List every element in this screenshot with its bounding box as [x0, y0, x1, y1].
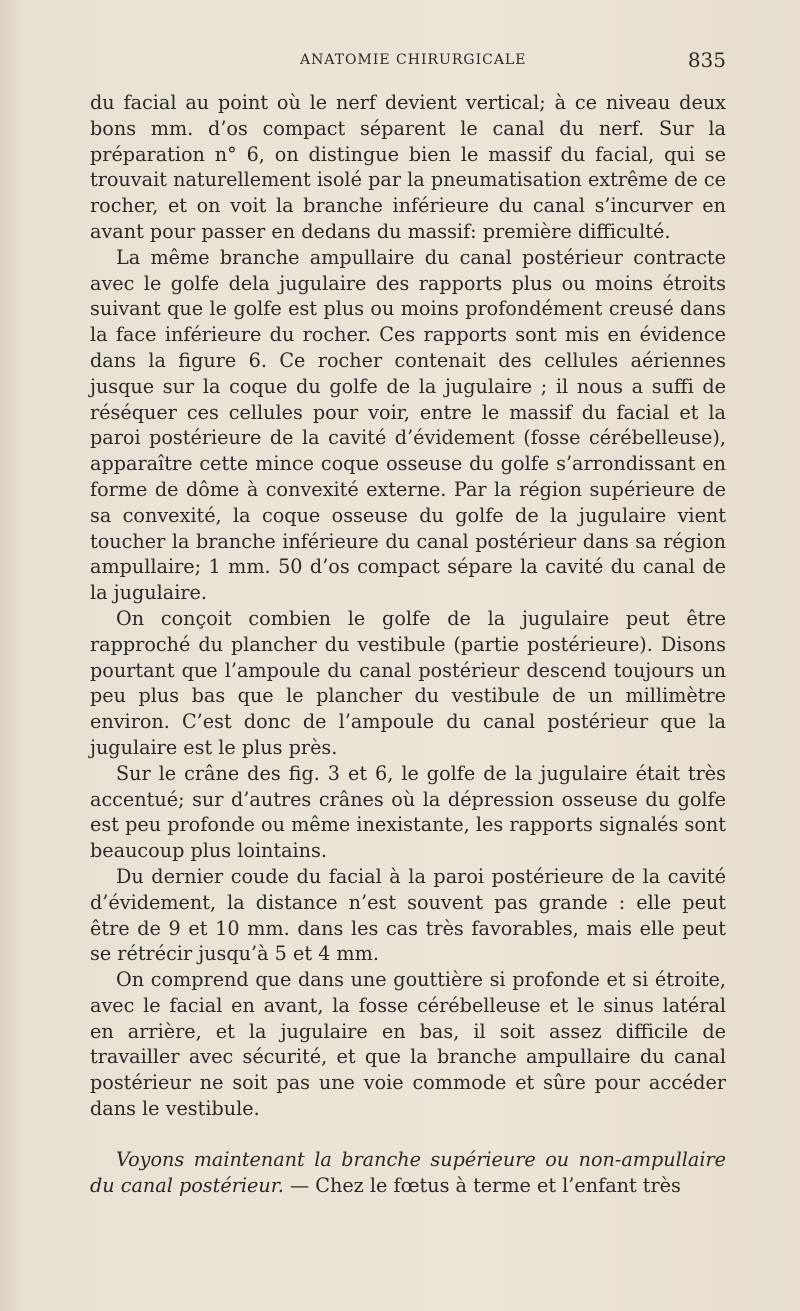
- paragraph: On conçoit combien le golfe de la jugulaire peut être rapproché du plancher du vestibule (partie postérieure). Disons pourtant que l’ampoule du canal postérieur descend toujours un peu plus bas que le plancher du vestibule de un millimètre environ. C’est donc de l’ampoule du canal postérieur que la jugulaire est le plus près.: [90, 606, 726, 759]
- paragraph-continuation: — Chez le fœtus à terme et l’enfant très: [283, 1173, 681, 1197]
- paragraph: Sur le crâne des fig. 3 et 6, le golfe de la jugulaire était très accentué; sur d’autres crânes où la dépression osseuse du golfe est peu profonde ou même inexistante, les rapports signalés sont beaucoup plus lointains.: [90, 761, 726, 863]
- page-number: 835: [687, 48, 726, 72]
- paragraph: On comprend que dans une gouttière si profonde et si étroite, avec le facial en avant, la fosse cérébelleuse et le sinus latéral en arrière, et la jugulaire en bas, il soit assez difficile de travailler avec sécurité, et que la branche ampullaire du canal postérieur ne soit pas une voie commode et sûre pour accéder dans le vestibule.: [90, 968, 726, 1121]
- paragraph: Du dernier coude du facial à la paroi postérieure de la cavité d’évidement, la distance n’est souvent pas grande : elle peut être de 9 et 10 mm. dans les cas très favorables, mais elle peut se rétrécir jusqu’à 5 et 4 mm.: [90, 864, 726, 966]
- running-title: ANATOMIE CHIRURGICALE: [300, 52, 527, 68]
- paragraph: du facial au point où le nerf devient vertical; à ce niveau deux bons mm. d’os compact séparent le canal du nerf. Sur la préparation n° 6, on distingue bien le massif du facial, qui se trouvait naturellement isolé par la pneumatisation extrême de ce rocher, et on voit la branche inférieure du canal s’incurver en avant pour passer en dedans du massif: première difficulté.: [90, 91, 726, 243]
- italic-section-heading: Voyons maintenant la branche supérieure ou non-ampullaire du canal postérieur.: [90, 1147, 726, 1197]
- section-start-paragraph: [90, 1147, 726, 1199]
- paragraph: La même branche ampullaire du canal postérieur contracte avec le golfe dela jugulaire des rapports plus ou moins étroits suivant que le golfe est plus ou moins profondément creusé dans la face inférieure du rocher. Ces rapports sont mis en évidence dans la figure 6. Ce rocher contenait des cellules aériennes jusque sur la coque du golfe de la jugulaire ; il nous a suffi de réséquer ces cellules pour voir, entre le massif du facial et la paroi postérieure de la cavité d’évidement (fosse cérébelleuse), apparaître cette mince coque osseuse du golfe s’arrondissant en forme de dôme à convexité externe. Par la région supérieure de sa convexité, la coque osseuse du golfe de la jugulaire vient toucher la branche inférieure du canal postérieur dans sa région ampullaire; 1 mm. 50 d’os compact sépare la cavité du canal de la jugulaire.: [90, 245, 726, 605]
- body-text: [90, 90, 726, 1198]
- page-header: [90, 48, 728, 72]
